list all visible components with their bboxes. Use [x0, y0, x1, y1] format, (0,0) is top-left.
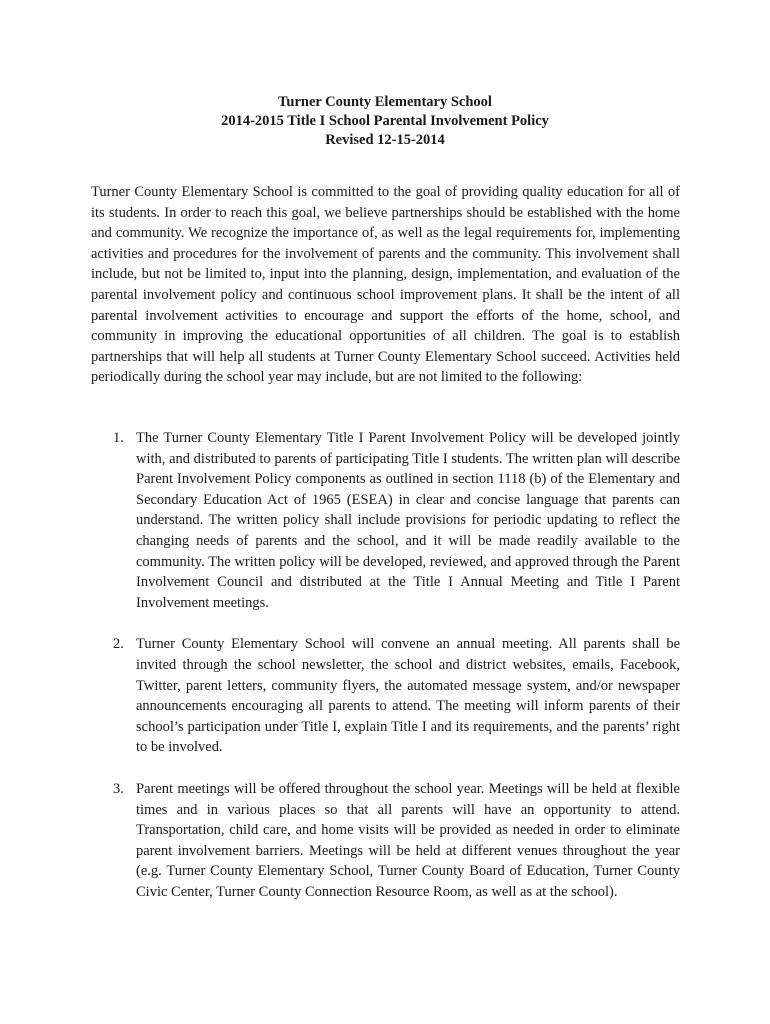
revision-date: Revised 12-15-2014	[325, 132, 445, 148]
list-item-number: 1.	[113, 430, 124, 446]
intro-paragraph: Turner County Elementary School is committed to the goal of providing quality education for all of its students. In order to reach this goal, we believe partnerships should be established with the home and community. We recognize the importance of, as well as the legal requirements for, implementing activities and procedures for the involvement of parents and the community. This involvement shall include, but not be limited to, input into the planning, design, implementation, and evaluation of the parental involvement policy and continuous school improvement plans. It shall be the intent of all parental involvement activities to encourage and support the efforts of the home, school, and community in improving the educational opportunities of all children. The goal is to establish partnerships that will help all students at Turner County Elementary School succeed. Activities held periodically during the school year may include, but are not limited to the following:	[91, 184, 680, 386]
list-item	[91, 428, 680, 613]
list-item-text: The Turner County Elementary Title I Parent Involvement Policy will be developed jointly with, and distributed to parents of participating Title I students. The written plan will describe Parent Involvement Policy components as outlined in section 1118 (b) of the Elementary and Secondary Education Act of 1965 (ESEA) in clear and concise language that parents can understand. The written policy shall include provisions for periodic updating to reflect the changing needs of parents and the school, and it will be made readily available to the community. The written policy will be developed, reviewed, and approved through the Parent Involvement Council and distributed at the Title I Annual Meeting and Title I Parent Involvement meetings.	[136, 430, 680, 611]
list-item	[91, 634, 680, 758]
policy-title: 2014-2015 Title I School Parental Involvement Policy	[221, 113, 549, 129]
school-name: Turner County Elementary School	[278, 94, 492, 110]
document-header	[0, 93, 770, 150]
activities-list	[91, 428, 680, 923]
list-item-number: 3.	[113, 780, 124, 797]
list-item-number: 2.	[113, 636, 124, 653]
list-item-text: Turner County Elementary School will convene an annual meeting. All parents shall be invited through the school newsletter, the school and district websites, emails, Facebook, Twitter, parent letters, community flyers, the automated message system, and/or newspaper announcements encouraging all parents to attend. The meeting will inform parents of their school’s participation under Title I, explain Title I and its requirements, and the parents’ right to be involved.	[136, 636, 680, 756]
list-item-text: Parent meetings will be offered throughout the school year. Meetings will be held at flexible times and in various places so that all parents will have an opportunity to attend. Transportation, child care, and home visits will be provided as needed in order to eliminate parent involvement barriers. Meetings will be held at different venues throughout the year (e.g. Turner County Elementary School, Turner County Board of Education, Turner County Civic Center, Turner County Connection Resource Room, as well as at the school).	[136, 780, 680, 900]
list-item	[91, 779, 680, 903]
